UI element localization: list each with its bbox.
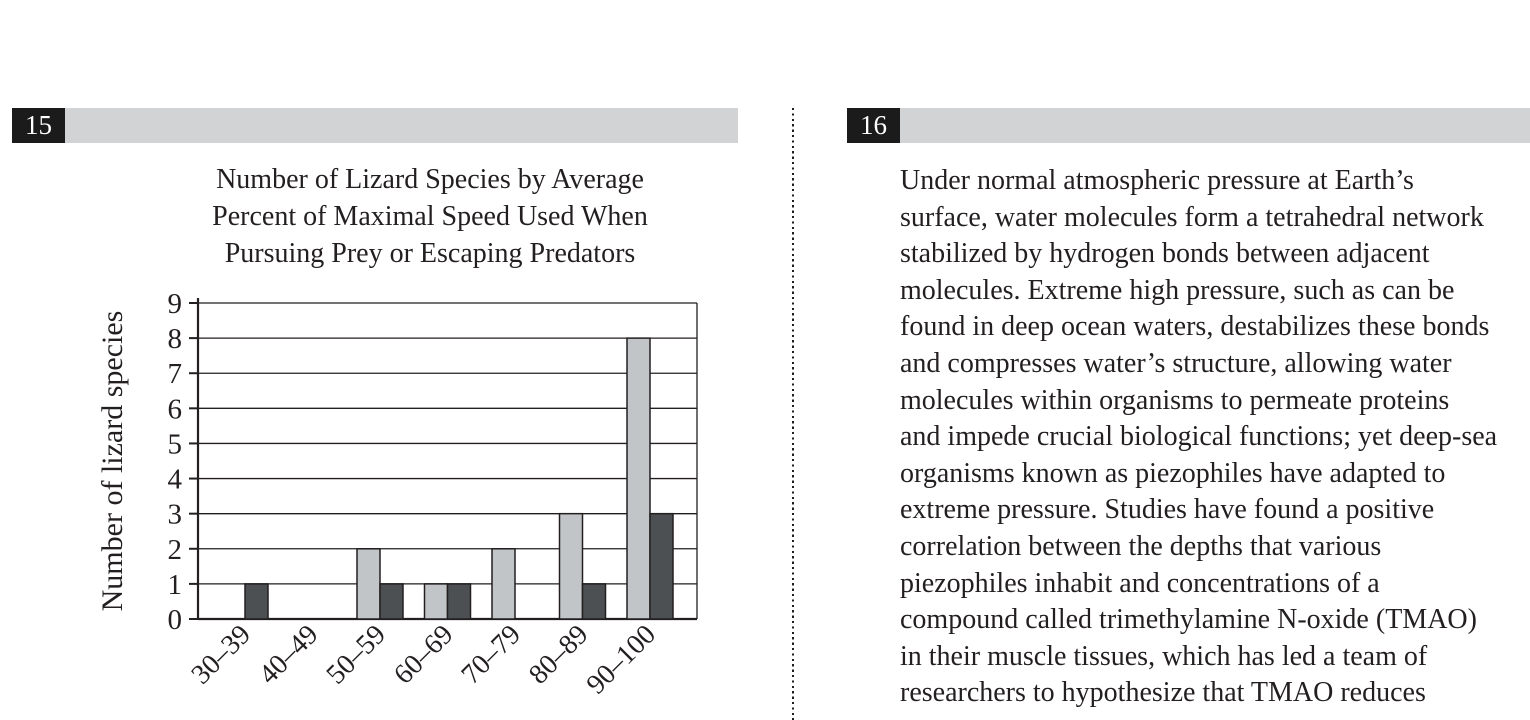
passage-line: stabilized by hydrogen bonds between adjacent	[900, 238, 1430, 270]
question-15-number: 15	[25, 110, 52, 140]
passage-line: compound called trimethylamine N-oxide (TMAO)	[900, 604, 1477, 636]
x-tick-label: 40–49	[253, 619, 325, 691]
y-tick-label: 3	[167, 498, 182, 531]
bar-dark_gray_bars	[245, 584, 268, 619]
bar-dark_gray_bars	[650, 514, 673, 619]
bar-light_gray_bars	[357, 549, 380, 619]
x-tick-label: 30–39	[185, 619, 257, 691]
passage-line: and compresses water’s structure, allowing water	[900, 347, 1452, 379]
y-tick-label: 2	[167, 533, 182, 566]
question-16-header	[847, 108, 1530, 143]
passage-line: found in deep ocean waters, destabilizes these bonds	[900, 311, 1490, 343]
passage-line: Under normal atmospheric pressure at Earth’s	[900, 165, 1414, 196]
bar-dark_gray_bars	[583, 584, 606, 619]
y-axis-title: Number of lizard species	[96, 310, 129, 612]
passage-line: and impede crucial biological functions; yet deep-sea	[900, 421, 1498, 453]
y-tick-label: 6	[167, 393, 182, 426]
bar-light_gray_bars	[492, 549, 515, 619]
passage-line: molecules within organisms to permeate proteins	[900, 384, 1450, 416]
bar-light_gray_bars	[425, 584, 448, 619]
y-tick-label: 4	[167, 463, 182, 496]
y-tick-label: 8	[167, 323, 182, 356]
y-tick-label: 1	[167, 568, 182, 601]
question-15-header-bar	[65, 108, 738, 143]
column-divider-dotted-rule	[792, 108, 794, 720]
chart-title-line-2: Percent of Maximal Speed Used When	[212, 201, 648, 232]
x-tick-label: 70–79	[455, 619, 527, 691]
y-tick-label: 9	[167, 288, 182, 320]
question-15-number-box	[12, 108, 65, 143]
passage-line: in their muscle tissues, which has led a team of	[900, 640, 1428, 672]
x-tick-label: 90–100	[580, 619, 662, 701]
passage-line: piezophiles inhabit and concentrations of a	[900, 567, 1380, 599]
x-tick-label: 60–69	[388, 619, 460, 691]
passage-line: correlation between the depths that various	[900, 530, 1382, 562]
bar-dark_gray_bars	[380, 584, 403, 619]
passage-line: researchers to hypothesize that TMAO reduces	[900, 677, 1426, 709]
passage-line: extreme pressure. Studies have found a positive	[900, 494, 1435, 526]
passage-line: surface, water molecules form a tetrahedral network	[900, 201, 1484, 233]
question-15-header	[12, 108, 738, 143]
chart-title-line-1: Number of Lizard Species by Average	[216, 164, 644, 195]
y-tick-label: 5	[167, 428, 182, 461]
passage-line: organisms known as piezophiles have adapted to	[900, 457, 1446, 489]
lizard-species-bar-chart	[0, 140, 760, 720]
x-tick-label: 50–59	[320, 619, 392, 691]
question-16-number-box	[847, 108, 900, 143]
bar-light_gray_bars	[560, 514, 583, 619]
question-16-header-bar	[900, 108, 1530, 143]
question-16-passage	[900, 163, 1530, 712]
question-16-number: 16	[860, 110, 887, 140]
chart-title-line-3: Pursuing Prey or Escaping Predators	[224, 238, 636, 269]
bar-dark_gray_bars	[448, 584, 471, 619]
x-tick-label: 80–89	[523, 619, 595, 691]
passage-line: molecules. Extreme high pressure, such as can be	[900, 274, 1455, 306]
bar-light_gray_bars	[627, 338, 650, 619]
y-tick-label: 7	[167, 358, 182, 391]
y-tick-label: 0	[167, 604, 182, 636]
